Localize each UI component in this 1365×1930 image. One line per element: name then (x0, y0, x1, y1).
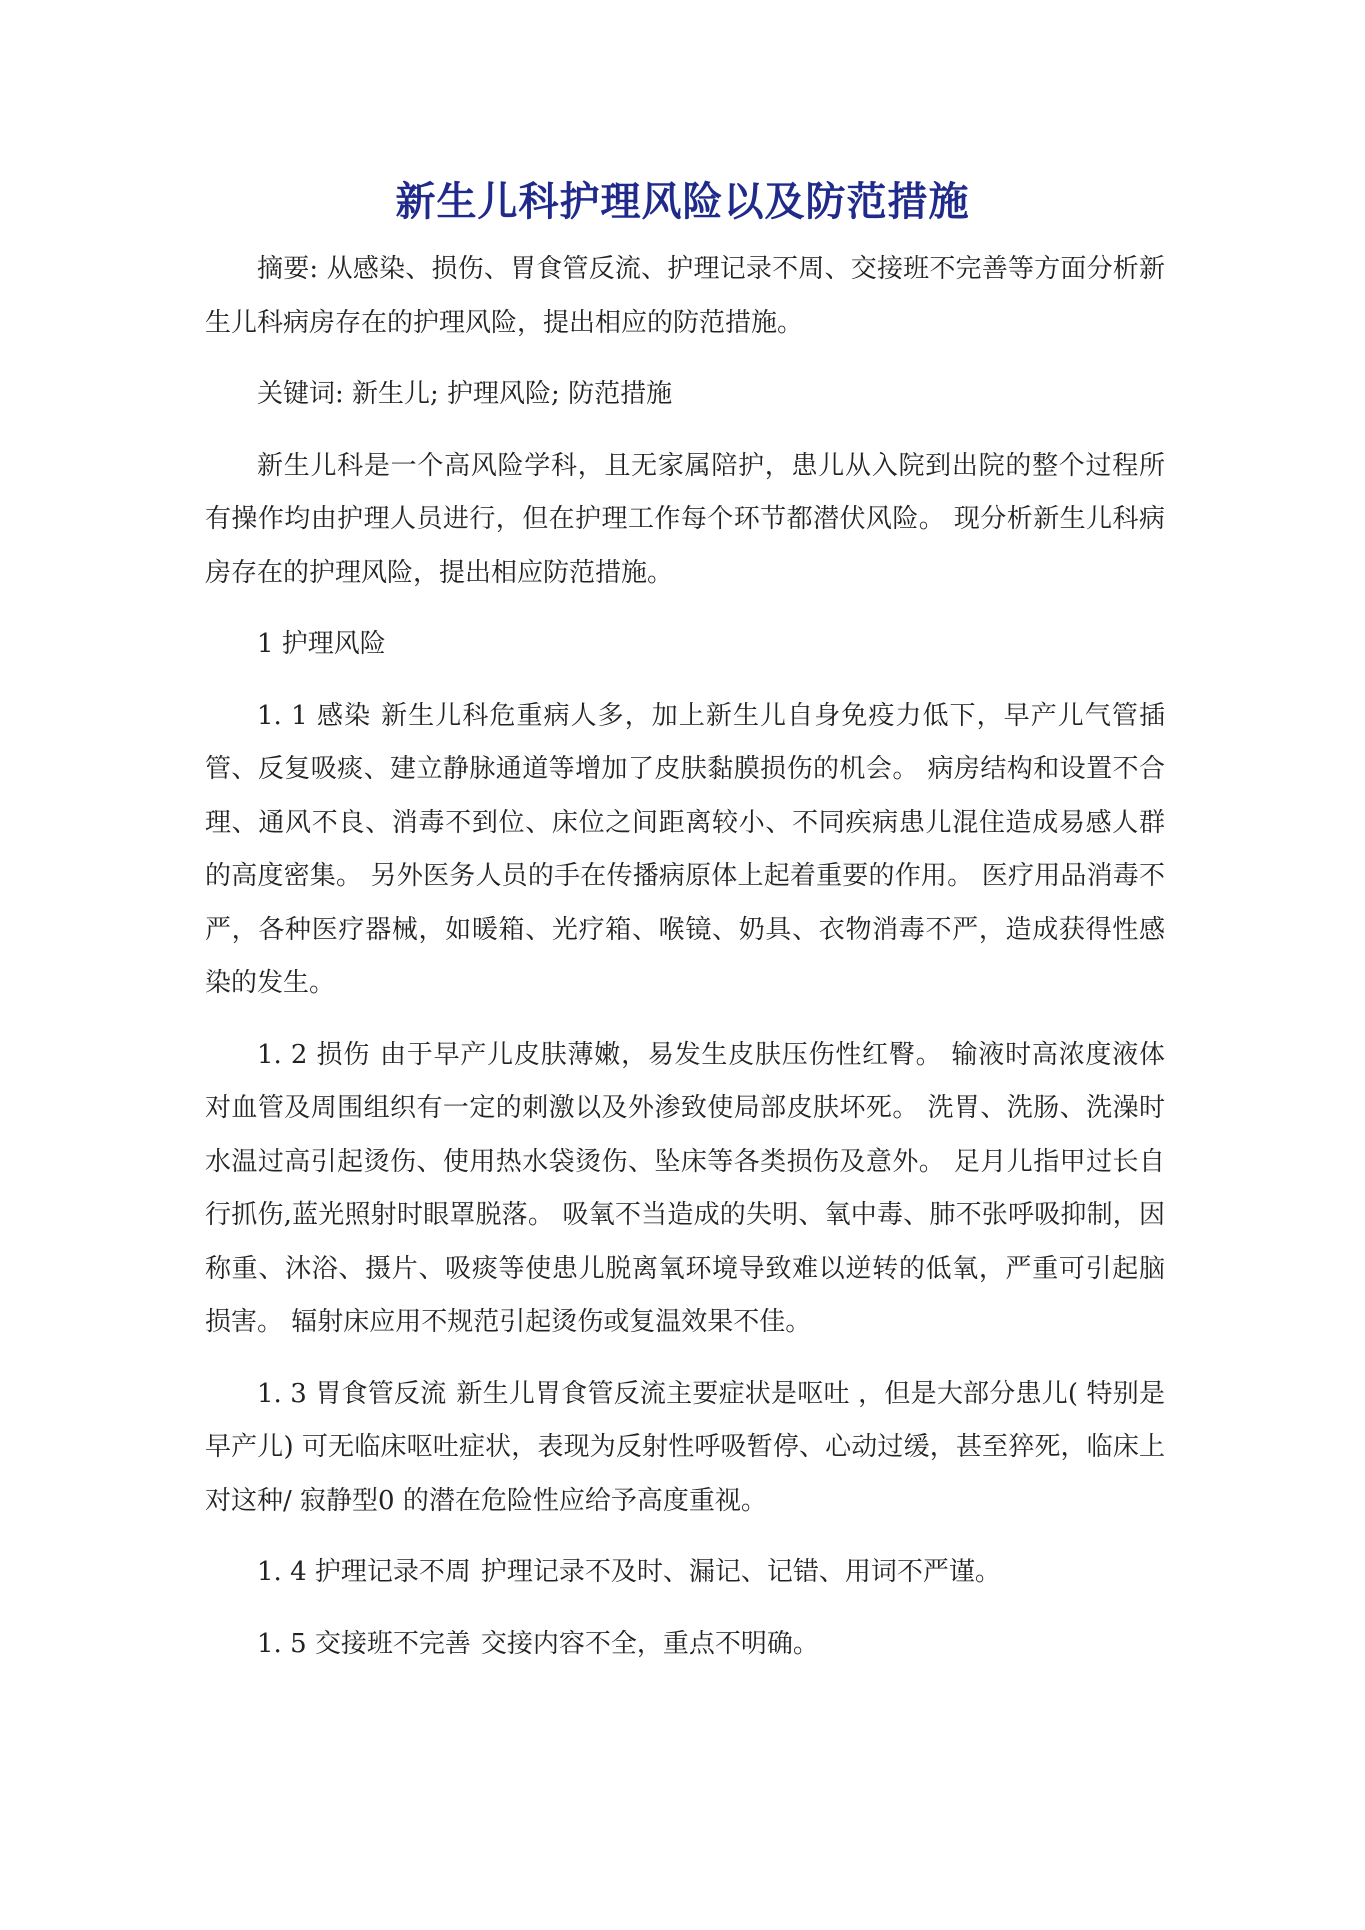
subsection-injury (205, 1029, 1165, 1350)
subsection-label: 1. 1 感染 (257, 700, 372, 731)
subsection-handover (205, 1618, 1165, 1672)
section-heading-risks: 1 护理风险 (257, 629, 386, 659)
subsection-text: 由于早产儿皮肤薄嫩，易发生皮肤压伤性红臀。 输液时高浓度液体对血管及周围组织有一定的刺激以及外渗致使局部皮肤坏死。 洗胃、洗肠、洗澡时水温过高引起烫伤、使用热水袋烫伤、坠床等各类损伤及意外。 足月儿指甲过长自行抓伤,蓝光照射时眼罩脱落。 吸氧不当造成的失明、氧中毒、肺不张呼吸抑制，因称重、沐浴、摄片、吸痰等使患儿脱离氧环境导致难以逆转的低氧，严重可引起脑损害。 辐射床应用不规范引起烫伤或复温效果不佳。 (205, 1039, 1165, 1337)
document-title: 新生儿科护理风险以及防范措施 (395, 179, 970, 225)
subsection-text: 新生儿科危重病人多，加上新生儿自身免疫力低下，早产儿气管插管、反复吸痰、建立静脉通道等增加了皮肤黏膜损伤的机会。 病房结构和设置不合理、通风不良、消毒不到位、床位之间距离较小、不同疾病患儿混住造成易感人群的高度密集。 另外医务人员的手在传播病原体上起着重要的作用。 医疗用品消毒不严，各种医疗器械，如暖箱、光疗箱、喉镜、奶具、衣物消毒不严，造成获得性感染的发生。 (205, 700, 1165, 998)
subsection-text: 交接内容不全，重点不明确。 (480, 1628, 819, 1659)
subsection-text: 护理记录不及时、漏记、记错、用词不严谨。 (480, 1557, 1001, 1587)
subsection-label: 1. 4 护理记录不周 (257, 1557, 471, 1587)
subsection-label: 1. 3 胃食管反流 (257, 1378, 447, 1409)
document-body (205, 243, 1165, 1689)
subsection-records (205, 1546, 1165, 1600)
subsection-reflux (205, 1368, 1165, 1529)
subsection-label: 1. 2 损伤 (257, 1039, 371, 1070)
subsection-text: 新生儿胃食管反流主要症状是呕吐 ，但是大部分患儿( 特别是早产儿) 可无临床呕吐症状，表现为反射性呼吸暂停、心动过缓，甚至猝死，临床上对这种/ 寂静型0 的潜在危险性应给予高度重视。 (205, 1378, 1165, 1516)
intro-paragraph: 新生儿科是一个高风险学科，且无家属陪护，患儿从入院到出院的整个过程所有操作均由护理人员进行，但在护理工作每个环节都潜伏风险。 现分析新生儿科病房存在的护理风险，提出相应防范措施。 (205, 450, 1165, 588)
subsection-label: 1. 5 交接班不完善 (257, 1628, 471, 1659)
abstract-paragraph: 摘要: 从感染、损伤、胃食管反流、护理记录不周、交接班不完善等方面分析新生儿科病房存在的护理风险，提出相应的防范措施。 (205, 254, 1165, 338)
subsection-infection (205, 690, 1165, 1011)
keywords-paragraph: 关键词: 新生儿; 护理风险; 防范措施 (257, 379, 673, 409)
